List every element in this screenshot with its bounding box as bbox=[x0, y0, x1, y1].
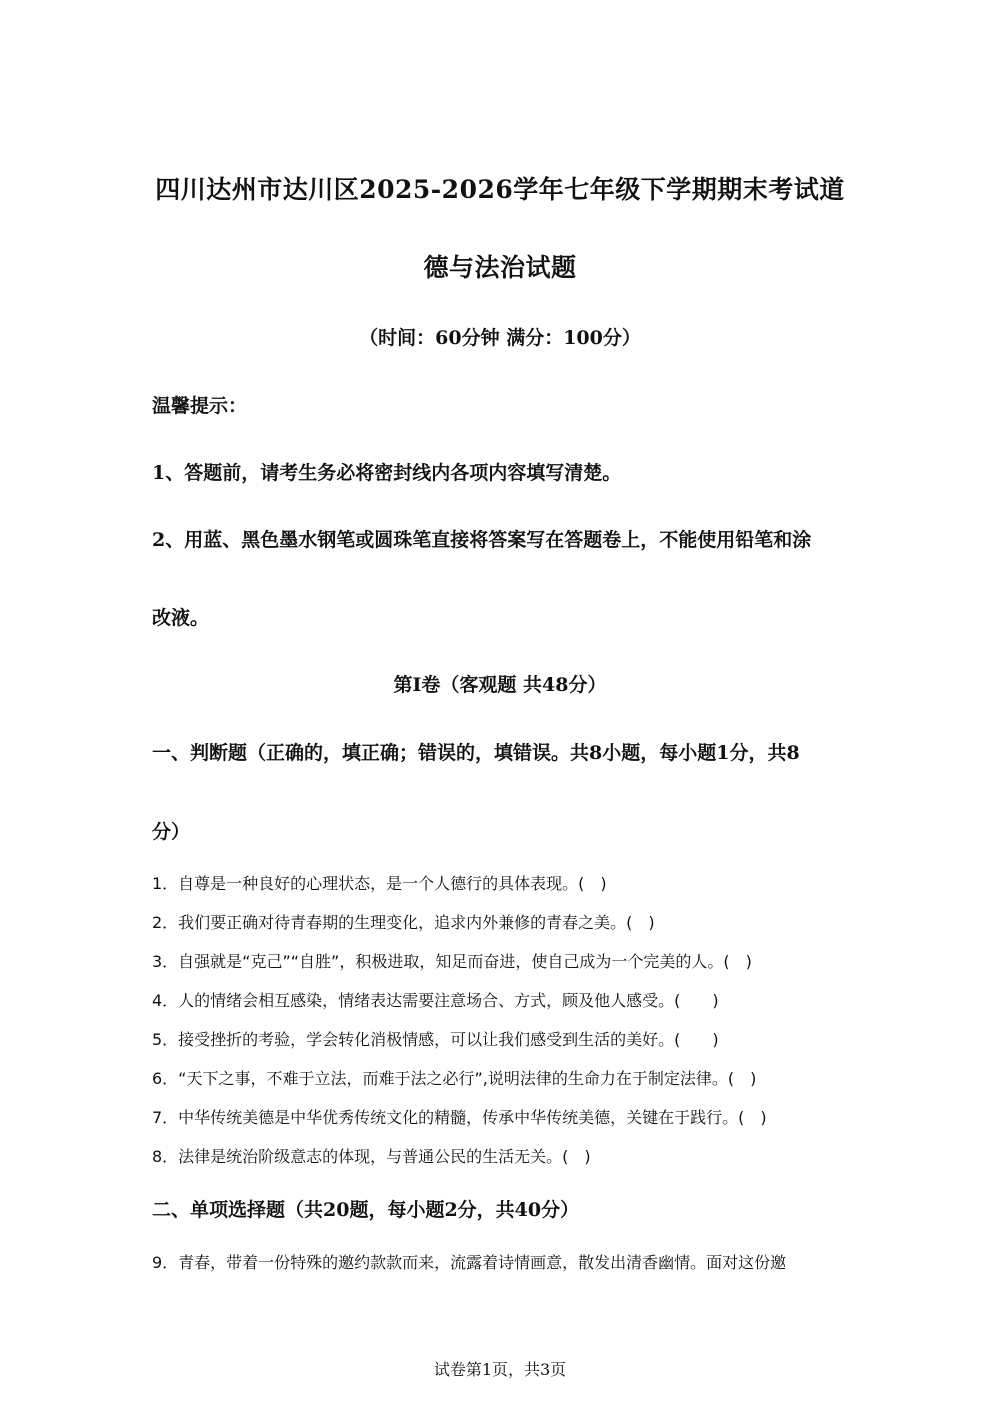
exam-time-info: （时间：60分钟 满分：100分） bbox=[359, 327, 641, 349]
section1-heading-line-1: 一、判断题（正确的，填正确；错误的，填错误。共8小题，每小题1分，共8 bbox=[152, 742, 800, 764]
question-1: 1．自尊是一种良好的心理状态，是一个人德行的具体表现。( ) bbox=[152, 874, 607, 893]
tip-item-2-line-2: 改液。 bbox=[152, 607, 210, 629]
tips-heading: 温馨提示： bbox=[152, 395, 248, 417]
question-6: 6．“天下之事，不难于立法，而难于法之必行”,说明法律的生命力在于制定法律。( ) bbox=[152, 1069, 757, 1088]
tip-item-1: 1、答题前，请考生务必将密封线内各项内容填写清楚。 bbox=[152, 462, 622, 484]
question-9-line-1: 9．青春，带着一份特殊的邀约款款而来，流露着诗情画意，散发出清香幽情。面对这份邀 bbox=[152, 1253, 787, 1272]
question-2: 2．我们要正确对待青春期的生理变化，追求内外兼修的青春之美。( ) bbox=[152, 913, 655, 932]
section1-heading-line-2: 分） bbox=[152, 821, 191, 843]
exam-title-line-2: 德与法治试题 bbox=[423, 253, 577, 282]
question-3: 3．自强就是“克己”“自胜”，积极进取，知足而奋进，使自己成为一个完美的人。( ) bbox=[152, 952, 752, 971]
question-4: 4．人的情绪会相互感染，情绪表达需要注意场合、方式，顾及他人感受。( ) bbox=[152, 991, 719, 1010]
exam-title-line-1: 四川达州市达川区2025-2026学年七年级下学期期末考试道 bbox=[155, 175, 845, 204]
tip-item-2-line-1: 2、用蓝、黑色墨水钢笔或圆珠笔直接将答案写在答题卷上，不能使用铅笔和涂 bbox=[152, 529, 812, 551]
question-5: 5．接受挫折的考验，学会转化消极情感，可以让我们感受到生活的美好。( ) bbox=[152, 1030, 719, 1049]
section2-heading: 二、单项选择题（共20题，每小题2分，共40分） bbox=[152, 1199, 580, 1221]
page-footer: 试卷第1页，共3页 bbox=[433, 1360, 567, 1379]
question-8: 8．法律是统治阶级意志的体现，与普通公民的生活无关。( ) bbox=[152, 1147, 591, 1166]
question-7: 7．中华传统美德是中华优秀传统文化的精髓，传承中华传统美德，关键在于践行。( ) bbox=[152, 1108, 767, 1127]
part1-heading: 第I卷（客观题 共48分） bbox=[393, 674, 607, 696]
